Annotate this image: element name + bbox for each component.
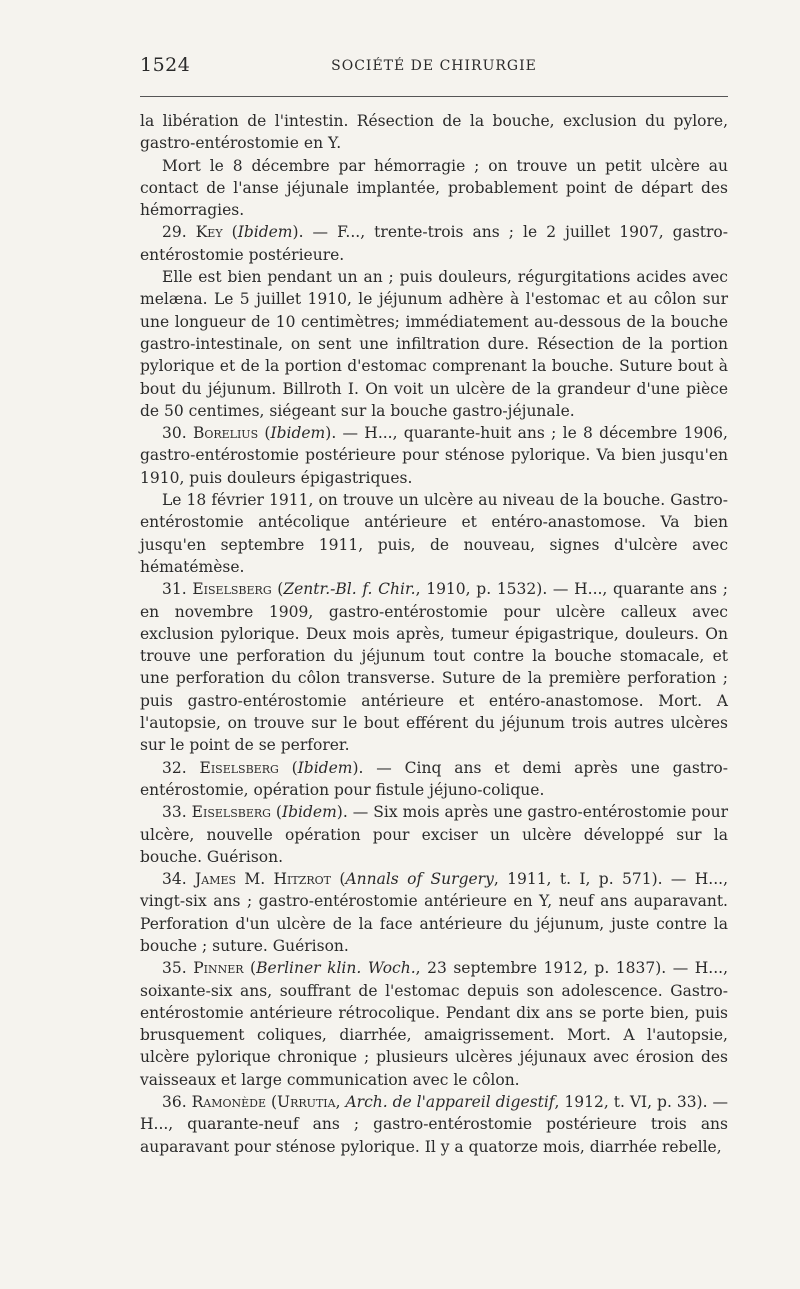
header-rule — [140, 96, 728, 97]
case-entry: 30. Borelius (Ibidem). — H..., quarante-huit ans ; le 8 décembre 1906, gastro-entérostomie postérieure pour sténose pylorique. Va bien jusqu'en 1910, puis douleurs épigastriques. — [140, 424, 728, 487]
running-head: SOCIÉTÉ DE CHIRURGIE — [331, 58, 537, 74]
case-source-detail: , 23 septembre 1912, p. 1837) — [415, 959, 662, 978]
case-number: 30. — [162, 424, 187, 443]
paragraph-text: Mort le 8 décembre par hémorragie ; on trouve un petit ulcère au contact de l'anse jéjunale implantée, probablement point de départ des hémorragies. — [140, 156, 728, 220]
paragraph-text: . — H..., vingt-six ans ; gastro-entérostomie antérieure en Y, neuf ans auparavant. Perforation d'un ulcère de la face antérieure du jéjunum, juste contre la bouche ; suture. Guérison. — [140, 870, 728, 955]
paragraph-text: . — H..., quarante ans ; en novembre 1909, gastro-entérostomie pour ulcère calleux avec exclusion pylorique. Deux mois après, tumeur épigastrique, douleurs. On trouve une perforation du jéjunum tout contre la bouche stomacale, et une perforation du côlon transverse. Suture de la première perforation ; puis gastro-entérostomie antérieure et entéro-anastomose. Mort. A l'autopsie, on trouve sur le bout efférent du jéjunum trois autres ulcères sur le point de se perforer. — [140, 580, 728, 755]
paragraph — [140, 155, 728, 222]
paragraph-text: . — Six mois après une gastro-entérostomie pour ulcère, nouvelle opération pour exciser un ulcère développé sur la bouche. Guérison. — [140, 803, 729, 866]
case-entry: 29. Key (Ibidem). — F..., trente-trois ans ; le 2 juillet 1907, gastro-entérostomie postérieure. — [140, 223, 728, 264]
case-source: Ibidem — [237, 223, 293, 242]
case-author: James M. Hitzrot — [195, 870, 332, 889]
case-number: 33. — [162, 803, 187, 822]
case-author: Ramonède — [191, 1093, 267, 1112]
paragraph — [140, 266, 728, 422]
paragraph-text: Le 18 février 1911, on trouve un ulcère au niveau de la bouche. Gastro-entérostomie antécolique antérieure et entéro-anastomose. Va bien jusqu'en septembre 1911, puis, de nouveau, signes d'ulcère avec hématémèse. — [140, 491, 728, 576]
paragraph-text: . — Cinq ans et demi après une gastro-entérostomie, opération pour fistule jéjuno-colique. — [140, 758, 728, 799]
case-source-detail: , 1911, t. I, p. 571) — [493, 870, 658, 889]
case-source: Arch. de l'appareil digestif — [345, 1093, 555, 1112]
paragraph-text: . — H..., soixante-six ans, souffrant de l'estomac depuis son adolescence. Gastro-entérostomie antérieure rétrocolique. Pendant dix ans se porte bien, puis brusquement coliques, diarrhée, amaigrissement. Mort. A l'autopsie, ulcère pylorique chronique ; plusieurs ulcères jéjunaux avec érosion des vaisseaux et large communication avec le côlon. — [140, 959, 728, 1089]
paragraph — [140, 110, 728, 155]
case-author: Key — [195, 223, 223, 242]
case-entry: 33. Eiselsberg (Ibidem). — Six mois après une gastro-entérostomie pour ulcère, nouvelle opération pour exciser un ulcère développé sur la bouche. Guérison. — [140, 803, 729, 866]
case-source: Zentr.-Bl. f. Chir. — [283, 580, 416, 599]
case-entry: 32. Eiselsberg (Ibidem). — Cinq ans et demi après une gastro-entérostomie, opération pour fistule jéjuno-colique. — [140, 758, 728, 799]
page-header — [140, 54, 728, 84]
case-number: 29. — [162, 223, 187, 242]
body-text — [140, 110, 728, 1158]
case-source: Berliner klin. Woch. — [256, 959, 416, 978]
case-number: 31. — [162, 580, 187, 599]
case-source: Ibidem — [270, 424, 326, 443]
case-source: Ibidem — [297, 758, 353, 777]
paragraph-text: la libération de l'intestin. Résection de la bouche, exclusion du pylore, gastro-entérostomie en Y. — [140, 112, 728, 153]
case-number: 36. — [162, 1093, 187, 1112]
case-source: Ibidem — [281, 803, 337, 822]
case-source-detail: , 1912, t. VI, p. 33) — [554, 1093, 703, 1112]
case-number: 35. — [162, 959, 187, 978]
case-number: 32. — [162, 758, 187, 777]
paragraph-text: . — H..., quarante-huit ans ; le 8 décembre 1906, gastro-entérostomie postérieure pour sténose pylorique. Va bien jusqu'en 1910, puis douleurs épigastriques. — [140, 424, 728, 487]
paragraph-text: . — F..., trente-trois ans ; le 2 juillet 1907, gastro-entérostomie postérieure. — [140, 223, 728, 264]
page-number: 1524 — [140, 54, 191, 76]
case-entry: 31. Eiselsberg (Zentr.-Bl. f. Chir., 1910, p. 1532). — H..., quarante ans ; en novembre 1909, gastro-entérostomie pour ulcère calleux avec exclusion pylorique. Deux mois après, tumeur épigastrique, douleurs. On trouve une perforation du jéjunum tout contre la bouche stomacale, et une perforation du côlon transverse. Suture de la première perforation ; puis gastro-entérostomie antérieure et entéro-anastomose. Mort. A l'autopsie, on trouve sur le bout efférent du jéjunum trois autres ulcères sur le point de se perforer. — [140, 580, 728, 755]
case-entry: 36. Ramonède (Urrutia, Arch. de l'appareil digestif, 1912, t. VI, p. 33). — H..., quarante-neuf ans ; gastro-entérostomie postérieure trois ans auparavant pour sténose pylorique. Il y a quatorze mois, diarrhée rebelle, — [140, 1093, 728, 1156]
case-entry: 34. James M. Hitzrot (Annals of Surgery, 1911, t. I, p. 571). — H..., vingt-six ans ; gastro-entérostomie antérieure en Y, neuf ans auparavant. Perforation d'un ulcère de la face antérieure du jéjunum, juste contre la bouche ; suture. Guérison. — [140, 870, 728, 955]
case-author: Pinner — [193, 959, 244, 978]
case-coauthor: Urrutia — [277, 1093, 336, 1112]
case-number: 34. — [162, 870, 187, 889]
case-source: Annals of Surgery — [345, 870, 494, 889]
case-source-detail: , 1910, p. 1532) — [415, 580, 543, 599]
paragraph-text: . — H..., quarante-neuf ans ; gastro-entérostomie postérieure trois ans auparavant pour sténose pylorique. Il y a quatorze mois, diarrhée rebelle, — [140, 1093, 728, 1156]
case-author: Eiselsberg — [192, 580, 272, 599]
paragraph — [140, 489, 728, 578]
paragraph-text: Elle est bien pendant un an ; puis douleurs, régurgitations acides avec melæna. Le 5 juillet 1910, le jéjunum adhère à l'estomac et au côlon sur une longueur de 10 centimètres; immédiatement au-dessous de la bouche gastro-intestinale, on sent une infiltration dure. Résection de la portion pylorique et de la portion d'estomac comprenant la bouche. Suture bout à bout du jéjunum. Billroth I. On voit un ulcère de la grandeur d'une pièce de 50 centimes, siégeant sur la bouche gastro-jéjunale. — [140, 268, 728, 420]
case-author: Eiselsberg — [191, 803, 271, 822]
case-entry: 35. Pinner (Berliner klin. Woch., 23 septembre 1912, p. 1837). — H..., soixante-six ans, souffrant de l'estomac depuis son adolescence. Gastro-entérostomie antérieure rétrocolique. Pendant dix ans se porte bien, puis brusquement coliques, diarrhée, amaigrissement. Mort. A l'autopsie, ulcère pylorique chronique ; plusieurs ulcères jéjunaux avec érosion des vaisseaux et large communication avec le côlon. — [140, 959, 728, 1089]
case-author: Eiselsberg — [199, 758, 279, 777]
case-author: Borelius — [192, 424, 259, 443]
